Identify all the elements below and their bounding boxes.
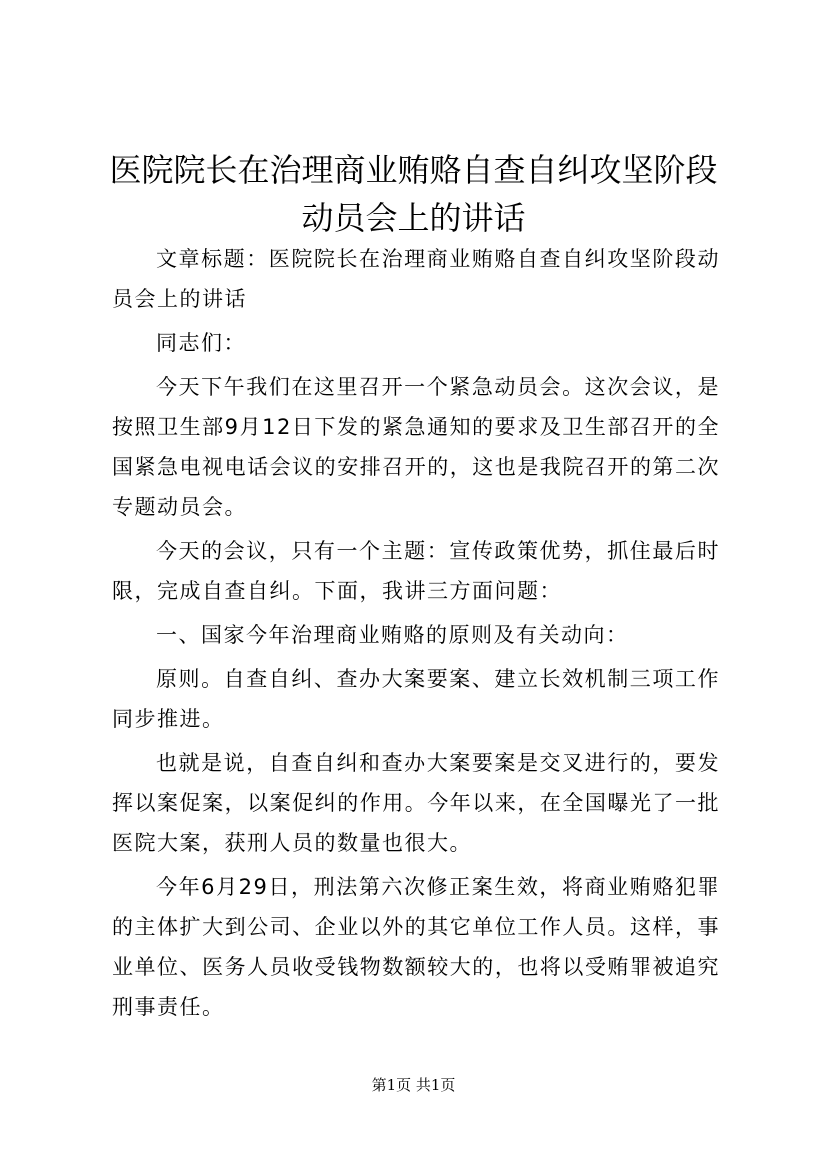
paragraph-section-heading: 一、国家今年治理商业贿赂的原则及有关动向： [156, 623, 629, 647]
paragraph-explanation: 也就是说，自查自纠和查办大案要案是交叉进行的，要发挥以案促案，以案促纠的作用。今年以来，在全国曝光了一批医院大案，获刑人员的数量也很大。 [112, 751, 720, 855]
document-title: 医院院长在治理商业贿赂自查自纠攻坚阶段动员会上的讲话 [109, 151, 718, 237]
paragraph-meeting-theme: 今天的会议，只有一个主题：宣传政策优势，抓住最后时限，完成自查自纠。下面，我讲三方面问题： [112, 539, 720, 603]
paragraph-principle: 原则。自查自纠、查办大案要案、建立长效机制三项工作同步推进。 [112, 667, 720, 731]
paragraph-criminal-law: 今年6月29日，刑法第六次修正案生效，将商业贿赂犯罪的主体扩大到公司、企业以外的其它单位工作人员。这样，事业单位、医务人员收受钱物数额较大的，也将以受贿罪被追究刑事责任。 [112, 875, 720, 1019]
paragraph-salutation: 同志们： [156, 331, 246, 355]
paragraph-article-title: 文章标题：医院院长在治理商业贿赂自查自纠攻坚阶段动员会上的讲话 [112, 247, 720, 311]
page-footer: 第1页 共1页 [371, 1076, 456, 1094]
paragraph-meeting-intro: 今天下午我们在这里召开一个紧急动员会。这次会议，是按照卫生部9月12日下发的紧急通知的要求及卫生部召开的全国紧急电视电话会议的安排召开的，这也是我院召开的第二次专题动员会。 [112, 375, 720, 519]
document-body [112, 239, 720, 1027]
